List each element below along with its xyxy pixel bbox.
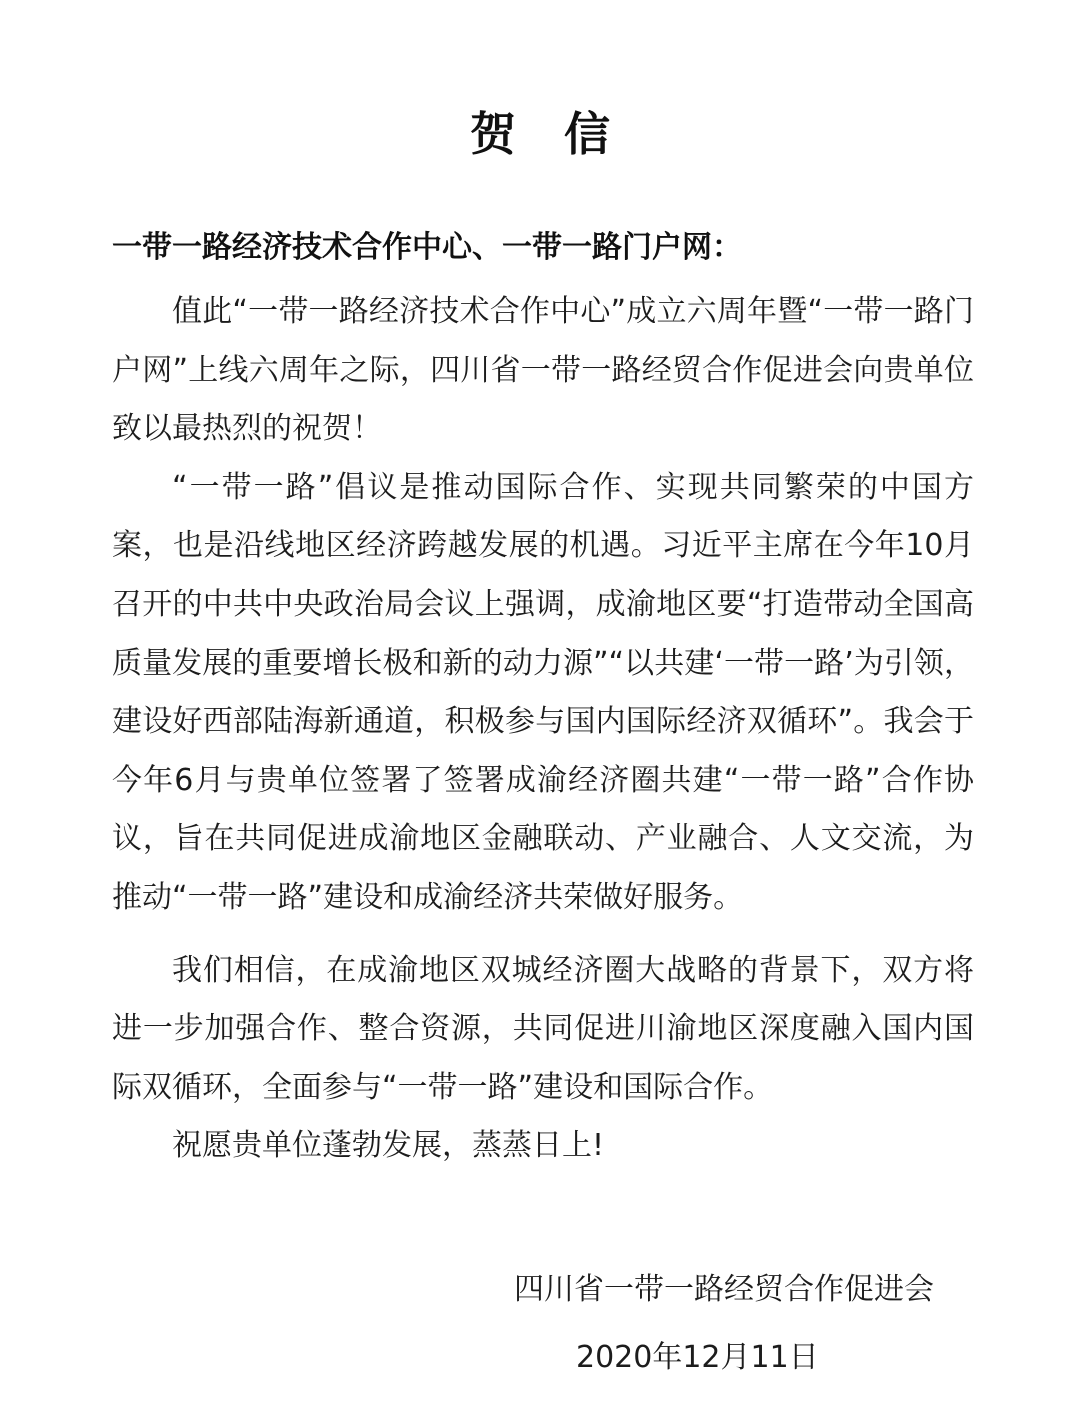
paragraph-wishes: 祝愿贵单位蓬勃发展，蒸蒸日上! xyxy=(172,1128,605,1164)
letter-date: 2020年12月11日 xyxy=(576,1340,819,1375)
letter-signature: 四川省一带一路经贸合作促进会 xyxy=(514,1272,934,1307)
paragraph-congratulation: 值此“一带一路经济技术合作中心”成立六周年暨“一带一路门户网”上线六周年之际，四川省一带一路经贸合作促进会向贵单位致以最热烈的祝贺！ xyxy=(112,294,974,447)
paragraph-initiative: “一带一路”倡议是推动国际合作、实现共同繁荣的中国方案，也是沿线地区经济跨越发展的机遇。习近平主席在今年10月召开的中共中央政治局会议上强调，成渝地区要“打造带动全国高质量发展的重要增长极和新的动力源”“以共建‘一带一路’为引领，建设好西部陆海新通道，积极参与国内国际经济双循环”。我会于今年6月与贵单位签署了签署成渝经济圈共建“一带一路”合作协议，旨在共同促进成渝地区金融联动、产业融合、人文交流，为推动“一带一路”建设和成渝经济共荣做好服务。 xyxy=(112,469,974,915)
letter-salutation: 一带一路经济技术合作中心、一带一路门户网： xyxy=(112,230,742,265)
letter-title: 贺信 xyxy=(470,107,658,161)
letter-body xyxy=(112,283,974,1176)
paragraph-belief: 我们相信，在成渝地区双城经济圈大战略的背景下，双方将进一步加强合作、整合资源，共同促进川渝地区深度融入国内国际双循环，全面参与“一带一路”建设和国际合作。 xyxy=(112,952,974,1105)
